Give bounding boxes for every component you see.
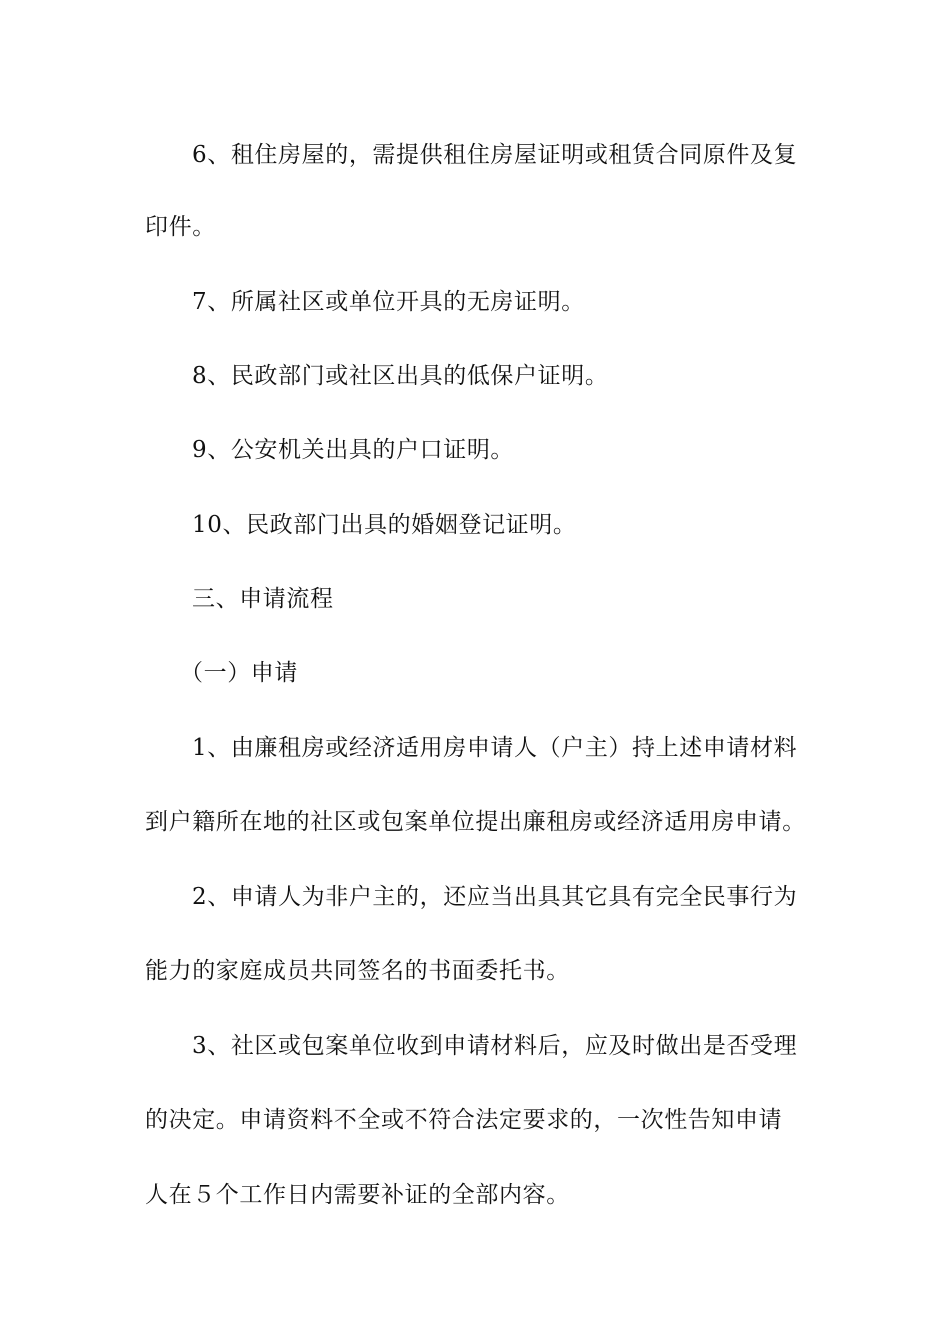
paragraph-line: 9、公安机关出具的户口证明。 bbox=[192, 437, 515, 463]
paragraph-line: 的决定。申请资料不全或不符合法定要求的，一次性告知申请 bbox=[145, 1107, 783, 1133]
paragraph-line: 印件。 bbox=[145, 214, 216, 240]
paragraph-line: 6、租住房屋的，需提供租住房屋证明或租赁合同原件及复 bbox=[192, 142, 798, 168]
paragraph-line: 2、申请人为非户主的，还应当出具其它具有完全民事行为 bbox=[192, 884, 798, 910]
paragraph-line: 7、所属社区或单位开具的无房证明。 bbox=[192, 289, 585, 315]
paragraph-line: 8、民政部门或社区出具的低保户证明。 bbox=[192, 363, 609, 389]
subsection-heading: （一）申请 bbox=[180, 660, 298, 686]
paragraph-line: 能力的家庭成员共同签名的书面委托书。 bbox=[145, 958, 570, 984]
paragraph-line: 到户籍所在地的社区或包案单位提出廉租房或经济适用房申请。 bbox=[145, 809, 806, 835]
paragraph-line: 1、由廉租房或经济适用房申请人（户主）持上述申请材料 bbox=[192, 735, 798, 761]
section-heading: 三、申请流程 bbox=[192, 586, 334, 612]
paragraph-line: 人在５个工作日内需要补证的全部内容。 bbox=[145, 1182, 570, 1208]
paragraph-line: 10、民政部门出具的婚姻登记证明。 bbox=[192, 512, 577, 538]
paragraph-line: 3、社区或包案单位收到申请材料后，应及时做出是否受理 bbox=[192, 1033, 798, 1059]
